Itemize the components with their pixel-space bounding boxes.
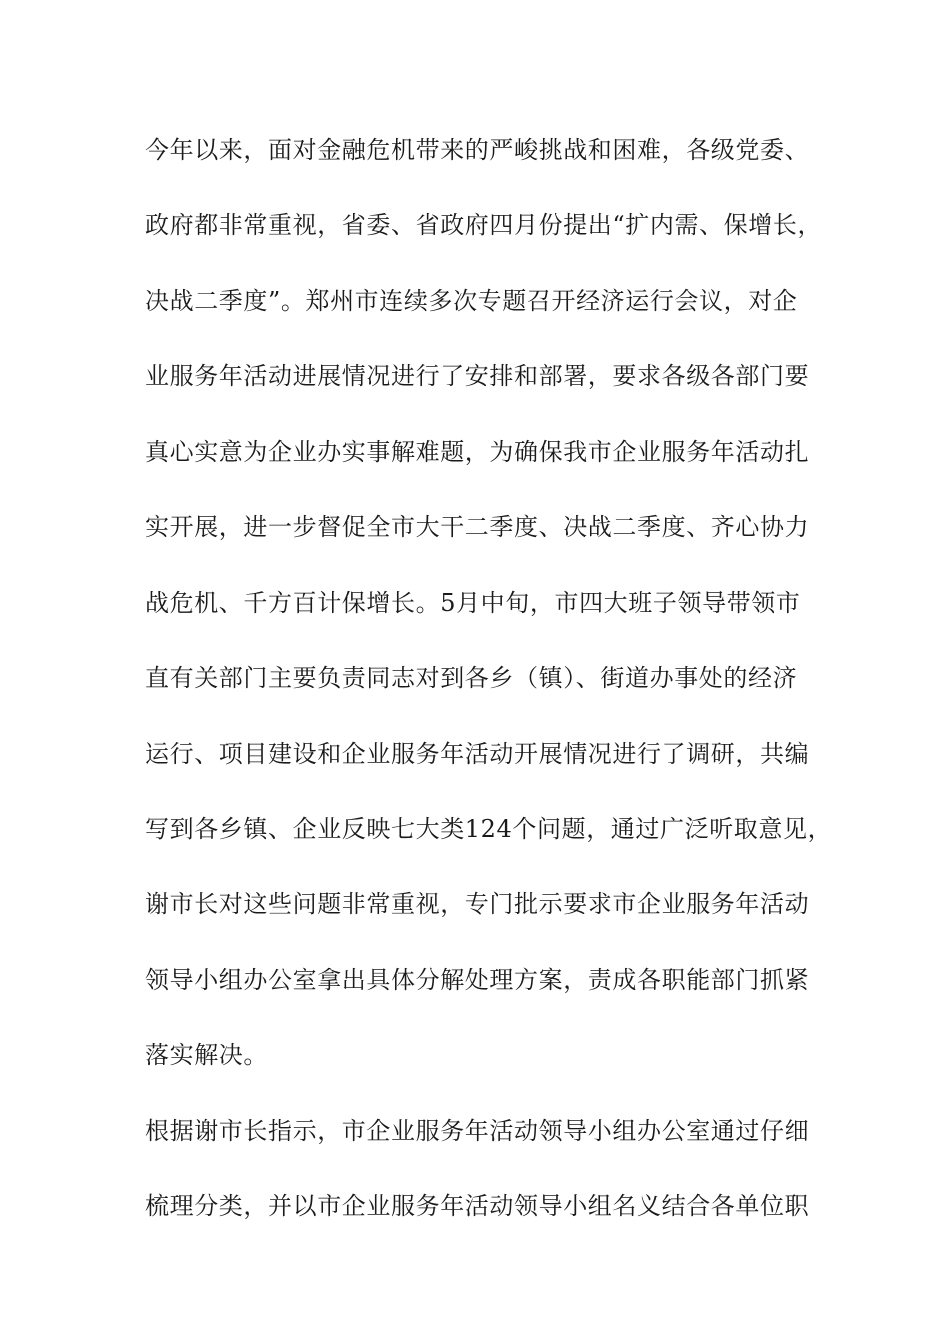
paragraph-1-line: 领导小组办公室拿出具体分解处理方案，责成各职能部门抓紧 (145, 966, 810, 994)
paragraph-1-line: 业服务年活动进展情况进行了安排和部署，要求各级各部门要 (145, 362, 810, 390)
paragraph-1-line: 真心实意为企业办实事解难题，为确保我市企业服务年活动扎 (145, 438, 810, 466)
paragraph-2-line: 梳理分类，并以市企业服务年活动领导小组名义结合各单位职 (145, 1192, 810, 1220)
paragraph-1-line: 今年以来，面对金融危机带来的严峻挑战和困难，各级党委、 (145, 136, 810, 164)
paragraph-1-line: 运行、项目建设和企业服务年活动开展情况进行了调研，共编 (145, 740, 810, 768)
paragraph-2-line: 根据谢市长指示，市企业服务年活动领导小组办公室通过仔细 (145, 1117, 810, 1145)
paragraph-1-line: 实开展，进一步督促全市大干二季度、决战二季度、齐心协力 (145, 513, 810, 541)
paragraph-1-line: 直有关部门主要负责同志对到各乡（镇）、街道办事处的经济 (145, 664, 798, 692)
paragraph-1-line: 决战二季度”。郑州市连续多次专题召开经济运行会议，对企 (145, 287, 798, 315)
paragraph-1-line: 落实解决。 (145, 1041, 268, 1069)
paragraph-1-line: 战危机、千方百计保增长。5月中旬，市四大班子领导带领市 (145, 589, 801, 617)
paragraph-1-line: 政府都非常重视，省委、省政府四月份提出“扩内需、保增长， (145, 211, 823, 239)
paragraph-1-line: 写到各乡镇、企业反映七大类124个问题，通过广泛听取意见， (145, 815, 833, 843)
paragraph-1-line: 谢市长对这些问题非常重视，专门批示要求市企业服务年活动 (145, 890, 810, 918)
